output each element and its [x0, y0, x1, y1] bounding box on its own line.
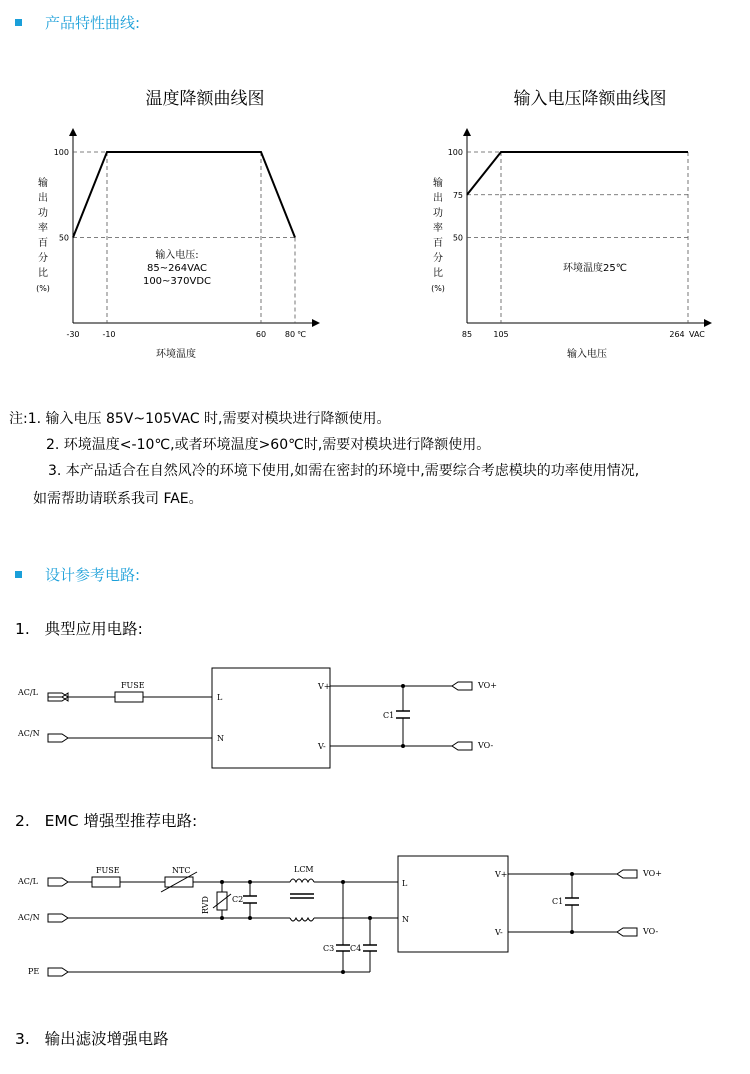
- module-box: [212, 668, 330, 768]
- ac-l-terminal-icon: [48, 878, 68, 886]
- label-voplus: VO+: [478, 681, 497, 690]
- chart-annotation: 85~264VAC: [146, 263, 208, 274]
- section-header-circuits: [15, 564, 140, 585]
- vo-minus-terminal-icon: [617, 928, 637, 936]
- label-l: L: [402, 879, 408, 888]
- y-axis-label-char: (%): [431, 284, 445, 293]
- x-tick-label: -10: [102, 330, 116, 339]
- typical-application-circuit: [0, 660, 520, 772]
- x-axis-label: 输入电压: [567, 349, 607, 360]
- y-tick-label: 100: [447, 148, 463, 157]
- vo-minus-terminal-icon: [452, 742, 472, 750]
- label-l: L: [217, 693, 223, 702]
- y-axis-label-char: 功: [38, 208, 48, 219]
- y-tick-label: 100: [53, 148, 69, 157]
- label-voplus: VO+: [643, 869, 662, 878]
- note-1: 注:1. 输入电压 85V~105VAC 时,需要对模块进行降额使用。: [9, 411, 391, 427]
- fuse-icon: [115, 692, 143, 702]
- y-tick-label: 75: [452, 190, 463, 200]
- label-c4: C4: [350, 944, 362, 953]
- label-ntc: NTC: [172, 866, 191, 875]
- label-n: N: [217, 734, 224, 743]
- y-axis-label-char: 输: [38, 178, 48, 189]
- voltage-derating-chart: [375, 120, 750, 370]
- chart-annotation: 环境温度25℃: [563, 263, 627, 274]
- label-c3: C3: [323, 944, 335, 953]
- y-axis-arrow-icon: [463, 128, 471, 136]
- y-axis-label-char: (%): [36, 284, 50, 293]
- y-tick-label: 50: [452, 233, 463, 243]
- label-pe: PE: [28, 967, 40, 976]
- note-4: 如需帮助请联系我司 FAE。: [33, 491, 203, 507]
- fuse-icon: [92, 877, 120, 887]
- chart-title-voltage: 输入电压降额曲线图: [513, 89, 667, 109]
- x-tick-label: 60: [255, 330, 267, 339]
- label-vminus: V-: [318, 742, 326, 751]
- temperature-derating-chart: [0, 120, 375, 370]
- label-n: N: [402, 915, 409, 924]
- label-c1: C1: [383, 711, 395, 720]
- y-axis-label-char: 比: [38, 268, 48, 279]
- x-tick-label: -30: [66, 330, 80, 339]
- x-axis-label: 环境温度: [156, 349, 196, 360]
- x-tick-label: 105: [493, 330, 509, 339]
- bullet-square-icon: [15, 19, 22, 26]
- label-vplus: V+: [318, 682, 331, 691]
- label-vominus: VO-: [643, 927, 659, 936]
- y-tick-label: 50: [58, 233, 69, 243]
- y-axis-label-char: 分: [38, 253, 48, 264]
- series-line: [73, 152, 295, 238]
- y-axis-label-char: 百: [38, 238, 48, 249]
- circuit3-heading: 3. 输出滤波增强电路: [15, 1030, 169, 1048]
- y-axis-label-char: 分: [433, 253, 443, 264]
- vo-plus-terminal-icon: [452, 682, 472, 690]
- y-axis-label-char: 比: [433, 268, 443, 279]
- label-acl: AC/L: [18, 877, 38, 886]
- chart-annotation: 100~370VDC: [142, 276, 212, 287]
- x-tick-label: 264: [669, 330, 685, 339]
- common-mode-choke-icon: [290, 879, 314, 882]
- label-vplus: V+: [495, 870, 508, 879]
- note-2: 2. 环境温度<-10℃,或者环境温度>60℃时,需要对模块进行降额使用。: [46, 437, 491, 453]
- y-axis-label-char: 出: [433, 193, 443, 204]
- circuit2-heading: 2. EMC 增强型推荐电路:: [15, 812, 198, 830]
- note-3: 3. 本产品适合在自然风冷的环境下使用,如需在密封的环境中,需要综合考虑模块的功率使用情况,: [48, 463, 640, 479]
- section-header-characteristics: [15, 12, 140, 33]
- x-axis-arrow-icon: [704, 319, 712, 327]
- x-axis-arrow-icon: [312, 319, 320, 327]
- label-fuse: FUSE: [121, 681, 145, 690]
- bullet-square-icon: [15, 571, 22, 578]
- module-box: [398, 856, 508, 952]
- y-axis-label-char: 率: [38, 223, 48, 234]
- emc-enhanced-circuit: [0, 852, 680, 987]
- x-tick-label: 80: [284, 330, 296, 339]
- y-axis-label-char: 输: [433, 178, 443, 189]
- label-vminus: V-: [495, 928, 503, 937]
- series-line: [467, 152, 688, 195]
- label-lcm: LCM: [294, 865, 314, 874]
- label-rvd: RVD: [201, 896, 210, 914]
- pe-terminal-icon: [48, 968, 68, 976]
- section-title: 设计参考电路:: [45, 566, 141, 584]
- chart-annotation: 输入电压:: [155, 250, 199, 261]
- circuit1-heading: 1. 典型应用电路:: [15, 620, 143, 638]
- y-axis-label-char: 功: [433, 208, 443, 219]
- vo-plus-terminal-icon: [617, 870, 637, 878]
- ac-l-terminal-icon: [48, 693, 68, 701]
- label-acn: AC/N: [18, 729, 40, 738]
- label-c1: C1: [552, 897, 564, 906]
- label-acl: AC/L: [18, 688, 38, 697]
- y-axis-label-char: 百: [433, 238, 443, 249]
- x-tick-label: 85: [461, 330, 473, 339]
- x-unit-label: ℃: [297, 330, 306, 339]
- y-axis-arrow-icon: [69, 128, 77, 136]
- ac-n-terminal-icon: [48, 734, 68, 742]
- label-acn: AC/N: [18, 913, 40, 922]
- y-axis-label-char: 率: [433, 223, 443, 234]
- label-c2: C2: [232, 895, 244, 904]
- x-unit-label: VAC: [689, 330, 705, 339]
- chart-title-temperature: 温度降额曲线图: [145, 89, 265, 109]
- section-title: 产品特性曲线:: [45, 14, 141, 32]
- label-vominus: VO-: [478, 741, 494, 750]
- y-axis-label-char: 出: [38, 193, 48, 204]
- ac-n-terminal-icon: [48, 914, 68, 922]
- label-fuse: FUSE: [96, 866, 120, 875]
